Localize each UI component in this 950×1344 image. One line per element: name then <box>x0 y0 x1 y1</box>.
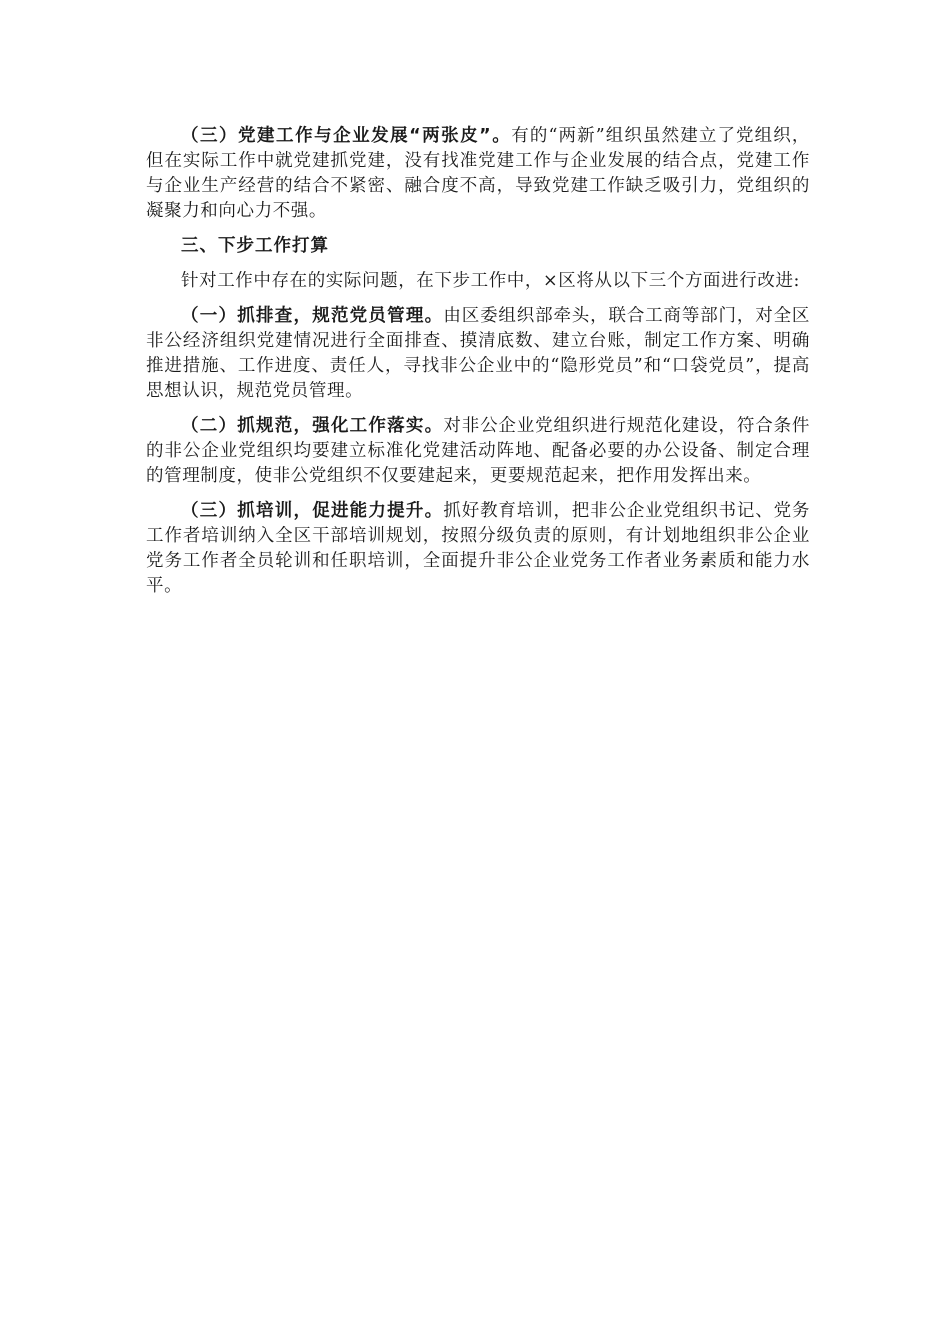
paragraph-lead: （二）抓规范，强化工作落实。 <box>181 416 444 436</box>
paragraph-intro: 针对工作中存在的实际问题，在下步工作中，×区将从以下三个方面进行改进: <box>181 271 801 291</box>
paragraph-issue-three <box>146 124 810 224</box>
document-body <box>146 124 810 609</box>
section-heading: 三、下步工作打算 <box>181 236 329 256</box>
paragraph-measure-one <box>146 304 810 404</box>
paragraph-lead: （三）党建工作与企业发展“两张皮”。 <box>181 126 512 146</box>
paragraph-lead: （一）抓排查，规范党员管理。 <box>181 306 444 326</box>
paragraph-text: 有的“两新”组织虽然建立了党组织，但在实际工作中就党建抓党建，没有找准党建工作与企业发展的结合点，党建工作与企业生产经营的结合不紧密、融合度不高，导致党建工作缺乏吸引力，党组织的凝聚力和向心力不强。 <box>146 126 810 221</box>
paragraph-text: 由区委组织部牵头，联合工商等部门，对全区非公经济组织党建情况进行全面排查、摸清底数、建立台账，制定工作方案、明确推进措施、工作进度、责任人，寻找非公企业中的“隐形党员”和“口袋党员”，提高思想认识，规范党员管理。 <box>146 306 811 401</box>
paragraph-lead: （三）抓培训，促进能力提升。 <box>181 501 444 521</box>
paragraph-measure-three <box>146 499 810 599</box>
paragraph-measure-two <box>146 414 810 489</box>
paragraph-text: 抓好教育培训，把非公企业党组织书记、党务工作者培训纳入全区干部培训规划，按照分级负责的原则，有计划地组织非公企业党务工作者全员轮训和任职培训，全面提升非公企业党务工作者业务素质和能力水平。 <box>146 501 811 596</box>
paragraph-text: 对非公企业党组织进行规范化建设，符合条件的非公企业党组织均要建立标准化党建活动阵地、配备必要的办公设备、制定合理的管理制度，使非公党组织不仅要建起来，更要规范起来，把作用发挥出来。 <box>146 416 811 486</box>
